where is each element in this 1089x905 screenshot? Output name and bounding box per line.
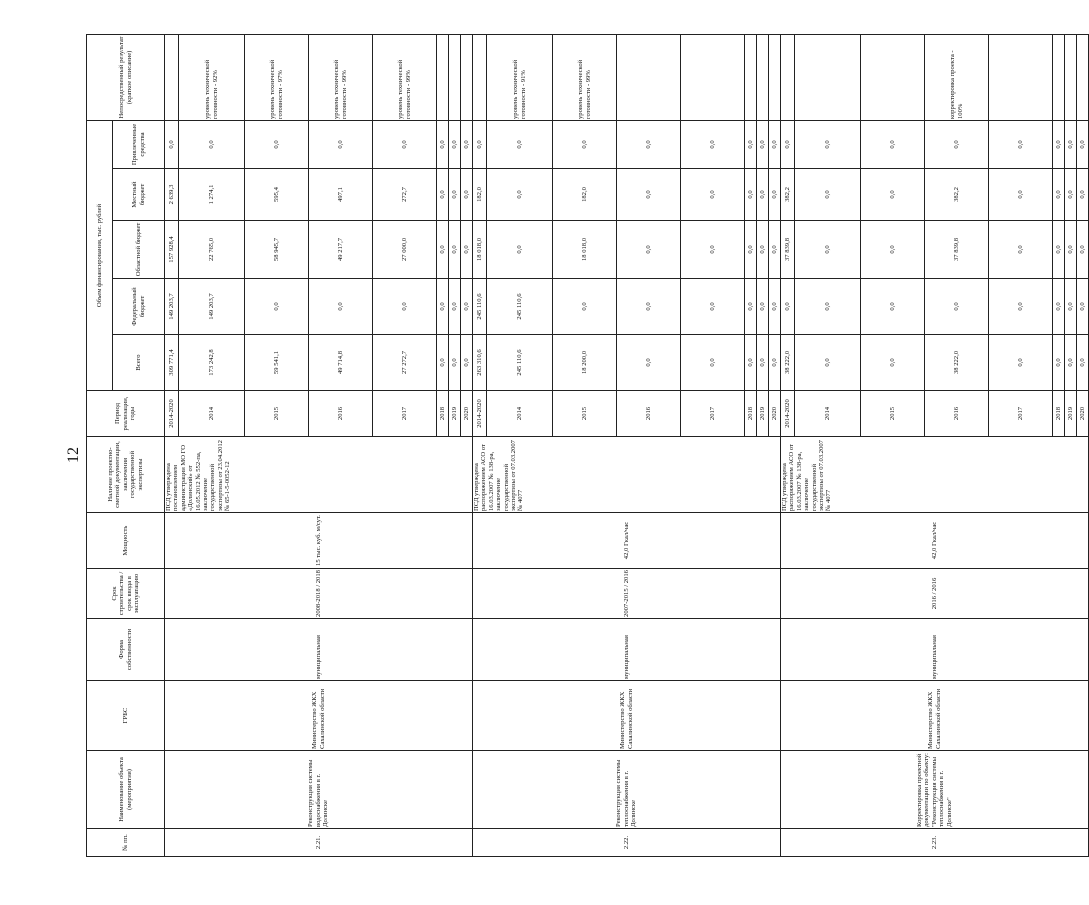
cell-grbs: Министерство ЖКХ Сахалинской области bbox=[781, 681, 1089, 751]
cell-federal: 0,0 bbox=[769, 279, 781, 335]
cell-other: 0,0 bbox=[165, 120, 179, 168]
cell-other: 0,0 bbox=[461, 120, 473, 168]
cell-local: 0,0 bbox=[861, 169, 925, 221]
cell-other: 0,0 bbox=[861, 120, 925, 168]
cell-other: 0,0 bbox=[473, 120, 487, 168]
cell-result: уровень технической готовности - 91% bbox=[487, 34, 553, 120]
cell-local: 2 639,3 bbox=[165, 169, 179, 221]
cell-other: 0,0 bbox=[437, 120, 449, 168]
cell-regional: 0,0 bbox=[795, 221, 861, 279]
financing-table bbox=[86, 34, 1089, 857]
cell-regional: 37 839,8 bbox=[781, 221, 795, 279]
cell-total: 0,0 bbox=[757, 335, 769, 391]
cell-local: 0,0 bbox=[487, 169, 553, 221]
cell-local: 0,0 bbox=[989, 169, 1053, 221]
cell-other: 0,0 bbox=[681, 120, 745, 168]
cell-federal: 149 203,7 bbox=[179, 279, 245, 335]
cell-total: 0,0 bbox=[1053, 335, 1065, 391]
cell-num: 2.22. bbox=[473, 829, 781, 857]
cell-total: 0,0 bbox=[449, 335, 461, 391]
cell-total: 0,0 bbox=[437, 335, 449, 391]
cell-local: 497,1 bbox=[309, 169, 373, 221]
cell-federal: 0,0 bbox=[757, 279, 769, 335]
cell-other: 0,0 bbox=[487, 120, 553, 168]
cell-result: уровень технической готовности - 99% bbox=[373, 34, 437, 120]
cell-regional: 0,0 bbox=[769, 221, 781, 279]
cell-federal: 0,0 bbox=[795, 279, 861, 335]
cell-regional: 22 765,0 bbox=[179, 221, 245, 279]
cell-regional: 18 018,0 bbox=[473, 221, 487, 279]
cell-local: 0,0 bbox=[1065, 169, 1077, 221]
cell-federal: 0,0 bbox=[245, 279, 309, 335]
cell-result bbox=[769, 34, 781, 120]
cell-federal: 0,0 bbox=[925, 279, 989, 335]
cell-doc: ПСД утверждена распоряжением АСО от 16.03.2007 № 138-ра, заключение государственной экспертизы от 07.03.2007 № 4077 bbox=[473, 437, 781, 513]
cell-result bbox=[449, 34, 461, 120]
cell-period: 2017 bbox=[989, 391, 1053, 437]
cell-period: 2016 bbox=[925, 391, 989, 437]
cell-regional: 0,0 bbox=[437, 221, 449, 279]
header-num: № пп. bbox=[87, 829, 165, 857]
cell-federal: 0,0 bbox=[1077, 279, 1089, 335]
cell-period: 2015 bbox=[553, 391, 617, 437]
cell-ownership: муниципальная bbox=[165, 619, 473, 681]
cell-period: 2016 bbox=[309, 391, 373, 437]
header-total: Всего bbox=[113, 335, 165, 391]
cell-doc: ПСД утверждена распоряжением АСО от 16.03.2007 № 138-ра, заключение государственной экспертизы от 07.03.2007 № 4077 bbox=[781, 437, 1089, 513]
cell-name: Реконструкция системы водоснабжения в г. Долинске bbox=[165, 751, 473, 829]
cell-regional: 0,0 bbox=[745, 221, 757, 279]
cell-local: 382,2 bbox=[925, 169, 989, 221]
cell-other: 0,0 bbox=[449, 120, 461, 168]
cell-total: 0,0 bbox=[1077, 335, 1089, 391]
cell-federal: 0,0 bbox=[309, 279, 373, 335]
cell-local: 0,0 bbox=[617, 169, 681, 221]
cell-total: 0,0 bbox=[1065, 335, 1077, 391]
cell-period: 2014 bbox=[487, 391, 553, 437]
cell-result: корректировка проекта - 100% bbox=[925, 34, 989, 120]
cell-capacity: 15 тыс. куб. м/сут. bbox=[165, 513, 473, 569]
cell-capacity: 42,0 Гкал/час bbox=[781, 513, 1089, 569]
cell-other: 0,0 bbox=[745, 120, 757, 168]
cell-period: 2014-2020 bbox=[165, 391, 179, 437]
cell-total: 0,0 bbox=[795, 335, 861, 391]
cell-other: 0,0 bbox=[1065, 120, 1077, 168]
cell-local: 0,0 bbox=[449, 169, 461, 221]
cell-local: 0,0 bbox=[795, 169, 861, 221]
cell-result bbox=[437, 34, 449, 120]
cell-other: 0,0 bbox=[989, 120, 1053, 168]
header-other: Привлеченные средства bbox=[113, 120, 165, 168]
cell-federal: 0,0 bbox=[745, 279, 757, 335]
cell-other: 0,0 bbox=[373, 120, 437, 168]
cell-period: 2016 bbox=[617, 391, 681, 437]
cell-total: 18 200,0 bbox=[553, 335, 617, 391]
header-name: Наименование объекта (мероприятия) bbox=[87, 751, 165, 829]
cell-period: 2019 bbox=[1065, 391, 1077, 437]
cell-other: 0,0 bbox=[245, 120, 309, 168]
cell-period: 2014-2020 bbox=[781, 391, 795, 437]
cell-total: 27 272,7 bbox=[373, 335, 437, 391]
table-body bbox=[165, 34, 1089, 856]
cell-period: 2018 bbox=[745, 391, 757, 437]
cell-result bbox=[757, 34, 769, 120]
cell-num: 2.21. bbox=[165, 829, 473, 857]
cell-regional: 58 945,7 bbox=[245, 221, 309, 279]
cell-regional: 157 928,4 bbox=[165, 221, 179, 279]
cell-local: 272,7 bbox=[373, 169, 437, 221]
cell-total: 0,0 bbox=[617, 335, 681, 391]
cell-period: 2017 bbox=[373, 391, 437, 437]
cell-other: 0,0 bbox=[757, 120, 769, 168]
cell-federal: 245 110,6 bbox=[487, 279, 553, 335]
cell-period: 2018 bbox=[437, 391, 449, 437]
page-number: 12 bbox=[65, 447, 82, 463]
cell-ownership: муниципальная bbox=[781, 619, 1089, 681]
cell-ownership: муниципальная bbox=[473, 619, 781, 681]
cell-local: 0,0 bbox=[745, 169, 757, 221]
cell-result bbox=[861, 34, 925, 120]
cell-other: 0,0 bbox=[795, 120, 861, 168]
cell-other: 0,0 bbox=[1053, 120, 1065, 168]
cell-total: 309 771,4 bbox=[165, 335, 179, 391]
cell-local: 0,0 bbox=[769, 169, 781, 221]
cell-other: 0,0 bbox=[179, 120, 245, 168]
header-local: Местный бюджет bbox=[113, 169, 165, 221]
cell-federal: 0,0 bbox=[781, 279, 795, 335]
cell-result: уровень технической готовности - 99% bbox=[553, 34, 617, 120]
header-capacity: Мощность bbox=[87, 513, 165, 569]
cell-name: Корректировка проектной документации по объекту: "Реконструкция системы теплоснабжения в г. Долинске" bbox=[781, 751, 1089, 829]
table-row bbox=[473, 34, 487, 856]
header-grbs: ГРБС bbox=[87, 681, 165, 751]
cell-regional: 0,0 bbox=[461, 221, 473, 279]
cell-regional: 0,0 bbox=[989, 221, 1053, 279]
cell-local: 0,0 bbox=[1077, 169, 1089, 221]
cell-num: 2.23. bbox=[781, 829, 1089, 857]
cell-result bbox=[461, 34, 473, 120]
cell-total: 49 714,8 bbox=[309, 335, 373, 391]
cell-regional: 49 217,7 bbox=[309, 221, 373, 279]
cell-regional: 0,0 bbox=[1077, 221, 1089, 279]
cell-regional: 0,0 bbox=[1053, 221, 1065, 279]
cell-local: 182,0 bbox=[553, 169, 617, 221]
cell-regional: 0,0 bbox=[617, 221, 681, 279]
cell-result bbox=[745, 34, 757, 120]
cell-federal: 0,0 bbox=[1065, 279, 1077, 335]
cell-other: 0,0 bbox=[781, 120, 795, 168]
cell-result bbox=[795, 34, 861, 120]
cell-result bbox=[681, 34, 745, 120]
table-row bbox=[781, 34, 795, 856]
cell-result bbox=[989, 34, 1053, 120]
header-federal: Федеральный бюджет bbox=[113, 279, 165, 335]
cell-period: 2019 bbox=[449, 391, 461, 437]
cell-result bbox=[1077, 34, 1089, 120]
cell-total: 59 541,1 bbox=[245, 335, 309, 391]
header-finance-group: Объем финансирования, тыс. рублей bbox=[87, 120, 113, 390]
cell-period: 2014-2020 bbox=[473, 391, 487, 437]
cell-local: 0,0 bbox=[461, 169, 473, 221]
cell-total: 0,0 bbox=[861, 335, 925, 391]
cell-result: уровень технической готовности - 92% bbox=[179, 34, 245, 120]
cell-total: 173 242,8 bbox=[179, 335, 245, 391]
header-regional: Областной бюджет bbox=[113, 221, 165, 279]
cell-result bbox=[1065, 34, 1077, 120]
cell-result bbox=[473, 34, 487, 120]
cell-local: 1 274,1 bbox=[179, 169, 245, 221]
cell-local: 382,2 bbox=[781, 169, 795, 221]
cell-federal: 0,0 bbox=[437, 279, 449, 335]
header-result: Непосредственный результат (краткое описание) bbox=[87, 34, 165, 120]
cell-period: 2014 bbox=[795, 391, 861, 437]
cell-federal: 0,0 bbox=[1053, 279, 1065, 335]
header-period: Период реализации, годы bbox=[87, 391, 165, 437]
cell-local: 0,0 bbox=[681, 169, 745, 221]
cell-other: 0,0 bbox=[925, 120, 989, 168]
cell-federal: 245 110,6 bbox=[473, 279, 487, 335]
cell-federal: 0,0 bbox=[681, 279, 745, 335]
cell-period: 2015 bbox=[245, 391, 309, 437]
cell-doc: ПСД утверждена постановлением администрации МО ГО «Долинский» от 16.05.2012 № 552-па, заключение государственной экспертизы от 23.04.2012 № 65-1-5-0052-12 bbox=[165, 437, 473, 513]
cell-other: 0,0 bbox=[309, 120, 373, 168]
cell-regional: 18 018,0 bbox=[553, 221, 617, 279]
cell-federal: 0,0 bbox=[989, 279, 1053, 335]
cell-regional: 0,0 bbox=[757, 221, 769, 279]
cell-period: 2017 bbox=[681, 391, 745, 437]
cell-regional: 0,0 bbox=[449, 221, 461, 279]
cell-total: 0,0 bbox=[681, 335, 745, 391]
cell-total: 38 222,0 bbox=[925, 335, 989, 391]
cell-result bbox=[1053, 34, 1065, 120]
cell-federal: 0,0 bbox=[617, 279, 681, 335]
cell-local: 0,0 bbox=[757, 169, 769, 221]
cell-period: 2015 bbox=[861, 391, 925, 437]
table-row bbox=[165, 34, 179, 856]
cell-regional: 0,0 bbox=[487, 221, 553, 279]
cell-regional: 27 000,0 bbox=[373, 221, 437, 279]
cell-other: 0,0 bbox=[617, 120, 681, 168]
cell-regional: 0,0 bbox=[861, 221, 925, 279]
cell-federal: 149 203,7 bbox=[165, 279, 179, 335]
cell-regional: 37 839,8 bbox=[925, 221, 989, 279]
cell-federal: 0,0 bbox=[461, 279, 473, 335]
cell-federal: 0,0 bbox=[449, 279, 461, 335]
cell-local: 182,0 bbox=[473, 169, 487, 221]
cell-period: 2014 bbox=[179, 391, 245, 437]
cell-period: 2020 bbox=[1077, 391, 1089, 437]
cell-other: 0,0 bbox=[1077, 120, 1089, 168]
cell-term: 2007-2015 / 2016 bbox=[473, 569, 781, 619]
cell-regional: 0,0 bbox=[1065, 221, 1077, 279]
cell-grbs: Министерство ЖКХ Сахалинской области bbox=[165, 681, 473, 751]
cell-federal: 0,0 bbox=[373, 279, 437, 335]
cell-capacity: 42,0 Гкал/час bbox=[473, 513, 781, 569]
rotated-table-wrapper bbox=[86, 35, 1086, 857]
cell-total: 0,0 bbox=[745, 335, 757, 391]
cell-local: 0,0 bbox=[437, 169, 449, 221]
header-doc: Наличие проектно-сметной документации, заключения государственной экспертизы bbox=[87, 437, 165, 513]
cell-result: уровень технической готовности - 97% bbox=[245, 34, 309, 120]
cell-total: 263 310,6 bbox=[473, 335, 487, 391]
cell-term: 2016 / 2016 bbox=[781, 569, 1089, 619]
cell-other: 0,0 bbox=[553, 120, 617, 168]
cell-period: 2020 bbox=[769, 391, 781, 437]
cell-local: 595,4 bbox=[245, 169, 309, 221]
cell-other: 0,0 bbox=[769, 120, 781, 168]
cell-grbs: Министерство ЖКХ Сахалинской области bbox=[473, 681, 781, 751]
cell-total: 0,0 bbox=[769, 335, 781, 391]
header-term: Срок строительства / срок ввода в эксплуатацию bbox=[87, 569, 165, 619]
cell-regional: 0,0 bbox=[681, 221, 745, 279]
cell-total: 38 222,0 bbox=[781, 335, 795, 391]
cell-result bbox=[165, 34, 179, 120]
cell-federal: 0,0 bbox=[553, 279, 617, 335]
cell-period: 2018 bbox=[1053, 391, 1065, 437]
cell-total: 245 110,6 bbox=[487, 335, 553, 391]
cell-name: Реконструкция системы теплоснабжения в г. Долинске bbox=[473, 751, 781, 829]
cell-result: уровень технической готовности - 99% bbox=[309, 34, 373, 120]
cell-period: 2020 bbox=[461, 391, 473, 437]
header-ownership: Форма собственности bbox=[87, 619, 165, 681]
cell-result bbox=[617, 34, 681, 120]
cell-term: 2008-2018 / 2018 bbox=[165, 569, 473, 619]
cell-federal: 0,0 bbox=[861, 279, 925, 335]
cell-total: 0,0 bbox=[461, 335, 473, 391]
cell-result bbox=[781, 34, 795, 120]
cell-total: 0,0 bbox=[989, 335, 1053, 391]
cell-local: 0,0 bbox=[1053, 169, 1065, 221]
cell-period: 2019 bbox=[757, 391, 769, 437]
